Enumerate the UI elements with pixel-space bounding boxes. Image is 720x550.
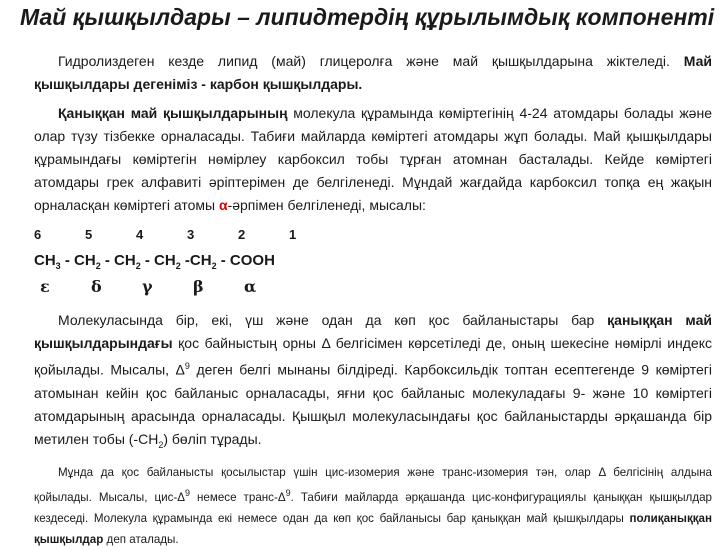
p3-text1: Молекуласында бір, екі, үш және одан да көп қос байланыстары бар — [58, 312, 608, 328]
p2-text1: молекула құрамында көміртегінің 4-24 атомдары болады және олар түзу тізбекке орналасады. Табиғи майларда көміртегі атомдары жұп болады. Май қышқылдары құрамындағы көміртегін нөмірлеу карбоксил тобы тұрған атомнан басталады. Кейде көміртегі атомдары грек алфавиті әріптерімен де белгіленеді. Мұндай жағдайда карбоксил топқа ең жақын орналасқан көміртегі атомы — [34, 105, 712, 213]
p2-bold: Қаныққан май қышқылдарының — [58, 105, 288, 121]
p4-text2: немесе транс-Δ — [190, 491, 286, 505]
greek-letter: ε — [40, 277, 50, 296]
greek-letter: β — [193, 277, 204, 296]
formula-block — [34, 223, 712, 299]
p2-text2: -әрпімен белгіленеді, мысалы: — [227, 197, 426, 213]
formula-chain — [34, 247, 712, 275]
greek-letter: δ — [91, 277, 102, 296]
chain-part: - COOH — [216, 252, 275, 269]
p1-bold: Май қышқылдары дегеніміз - карбон қышқылдары. — [34, 53, 712, 92]
slide-body — [34, 50, 712, 550]
chain-sub: 2 — [135, 261, 141, 271]
paragraph-unsaturated — [34, 309, 712, 456]
chain-sub: 2 — [175, 261, 181, 271]
p3-sub: 2 — [158, 439, 164, 450]
greek-letter: γ — [142, 277, 153, 296]
greek-letter: α — [244, 277, 257, 296]
p4-text4: деп аталады. — [103, 533, 179, 547]
p3-sup: 9 — [184, 361, 190, 371]
paragraph-saturated — [34, 102, 712, 217]
paragraph-hydrolysis — [34, 50, 712, 96]
carbon-number: 6 — [34, 227, 42, 242]
slide-title: Май қышқылдары – липидтердің құрылымдық компоненті — [20, 4, 715, 30]
chain-part: - CH — [60, 252, 96, 269]
carbon-number: 3 — [187, 227, 195, 242]
alpha-symbol: α — [218, 197, 228, 213]
p4-sup2: 9 — [285, 488, 291, 499]
greek-labels — [34, 275, 712, 299]
p4-bold: полиқаныққан қышқылдар — [34, 512, 712, 547]
chain-part: CH — [34, 252, 56, 269]
chain-sub: 3 — [55, 261, 61, 271]
carbon-number: 5 — [85, 227, 93, 242]
chain-part: - CH — [100, 252, 136, 269]
p4-sup1: 9 — [184, 488, 190, 499]
chain-part: -CH — [180, 252, 212, 269]
p3-text2: қос байныстың орны Δ белгісімен көрсетіледі де, оның шекесіне нөмірлі индекс қойылады. Мысалы, Δ — [34, 335, 712, 378]
carbon-number: 1 — [289, 227, 297, 242]
chain-sub: 2 — [95, 261, 101, 271]
p3-bold: қаныққан май қышқылдарындағы — [34, 312, 712, 351]
carbon-number: 4 — [136, 227, 144, 242]
p3-text4: ) бөліп тұрады. — [163, 430, 262, 447]
p4-text3: . Табиғи майларда әрқашанда цис-конфигурациялы қаныққан қышқылдар кездеседі. Молекула құрамында екі немесе одан да көп қос байланысы бар қаныққан май қышқылдары — [34, 491, 712, 526]
chain-sub: 2 — [211, 261, 217, 271]
p4-text1: Мұнда да қос байланысты қосылыстар үшін цис-изомерия және транс-изомерия тән, олар Δ белгісінің алдына қойылады. Мысалы, цис-Δ — [34, 466, 712, 505]
carbon-numbers — [34, 223, 712, 247]
chain-part: - CH — [140, 252, 176, 269]
paragraph-isomerism — [34, 462, 712, 550]
carbon-number: 2 — [238, 227, 246, 242]
p3-text3: деген белгі мынаны білдіреді. Карбоксильдік топтан есептегенде 9 көміртегі атомынан кейін қос байланыс орналасады, яғни қос байланыс молекуладағы 9- және 10 көміртегі атомдарының арасында орналасады. Қышқыл молекуласындағы қос байланыстарды әрқашанда бір метилен тобы (-CH — [34, 361, 712, 447]
p1-text: Гидролиздеген кезде липид (май) глицеролға және май қышқылдарына жіктеледі. — [58, 53, 684, 69]
